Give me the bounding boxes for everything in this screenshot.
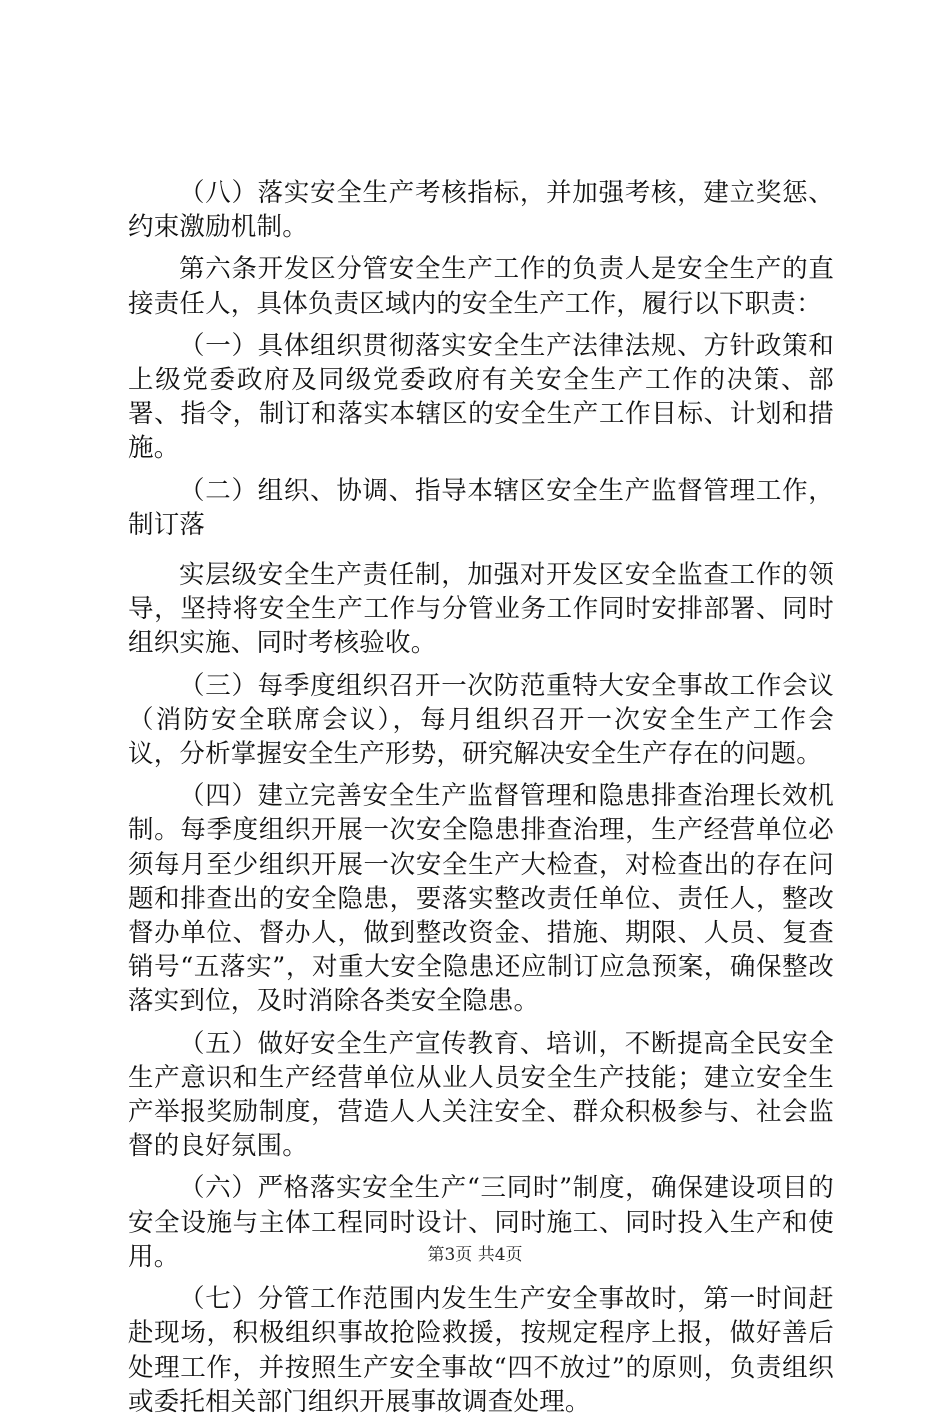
- paragraph-item-1: （一）具体组织贯彻落实安全生产法律法规、方针政策和上级党委政府及同级党委政府有关安全生产工作的决策、部署、指令，制订和落实本辖区的安全生产工作目标、计划和措施。: [128, 330, 834, 464]
- paragraph-article-6: 第六条开发区分管安全生产工作的负责人是安全生产的直接责任人，具体负责区域内的安全生产工作，履行以下职责：: [128, 254, 834, 319]
- paragraph-item-8: （八）落实安全生产考核指标，并加强考核，建立奖惩、约束激励机制。: [128, 178, 834, 243]
- paragraph-item-4: （四）建立完善安全生产监督管理和隐患排查治理长效机制。每季度组织开展一次安全隐患排查治理，生产经营单位必须每月至少组织开展一次安全生产大检查，对检查出的存在问题和排查出的安全隐患，要落实整改责任单位、责任人，整改督办单位、督办人，做到整改资金、措施、期限、人员、复查销号“五落实”，对重大安全隐患还应制订应急预案，确保整改落实到位，及时消除各类安全隐患。: [128, 781, 834, 1017]
- paragraph-item-7: （七）分管工作范围内发生生产安全事故时，第一时间赶赴现场，积极组织事故抢险救援，按规定程序上报，做好善后处理工作，并按照生产安全事故“四不放过”的原则，负责组织或委托相关部门组织开展事故调查处理。: [128, 1284, 834, 1417]
- paragraph-item-3: （三）每季度组织召开一次防范重特大安全事故工作会议（消防安全联席会议），每月组织召开一次安全生产工作会议，分析掌握安全生产形势，研究解决安全生产存在的问题。: [128, 670, 834, 770]
- page-footer: [0, 1244, 950, 1266]
- page-number-label: 第3页 共4页: [427, 1245, 523, 1265]
- paragraph-item-6: （六）严格落实安全生产“三同时”制度，确保建设项目的安全设施与主体工程同时设计、同时施工、同时投入生产和使用。: [128, 1173, 834, 1272]
- paragraph-item-2-part-b: 实层级安全生产责任制，加强对开发区安全监查工作的领导，坚持将安全生产工作与分管业务工作同时安排部署、同时组织实施、同时考核验收。: [128, 560, 834, 659]
- document-body: [128, 176, 834, 1419]
- paragraph-item-5: （五）做好安全生产宣传教育、培训，不断提高全民安全生产意识和生产经营单位从业人员安全生产技能；建立安全生产举报奖励制度，营造人人关注安全、群众积极参与、社会监督的良好氛围。: [128, 1028, 834, 1162]
- paragraph-item-2-part-a: （二）组织、协调、指导本辖区安全生产监督管理工作，制订落: [128, 475, 834, 540]
